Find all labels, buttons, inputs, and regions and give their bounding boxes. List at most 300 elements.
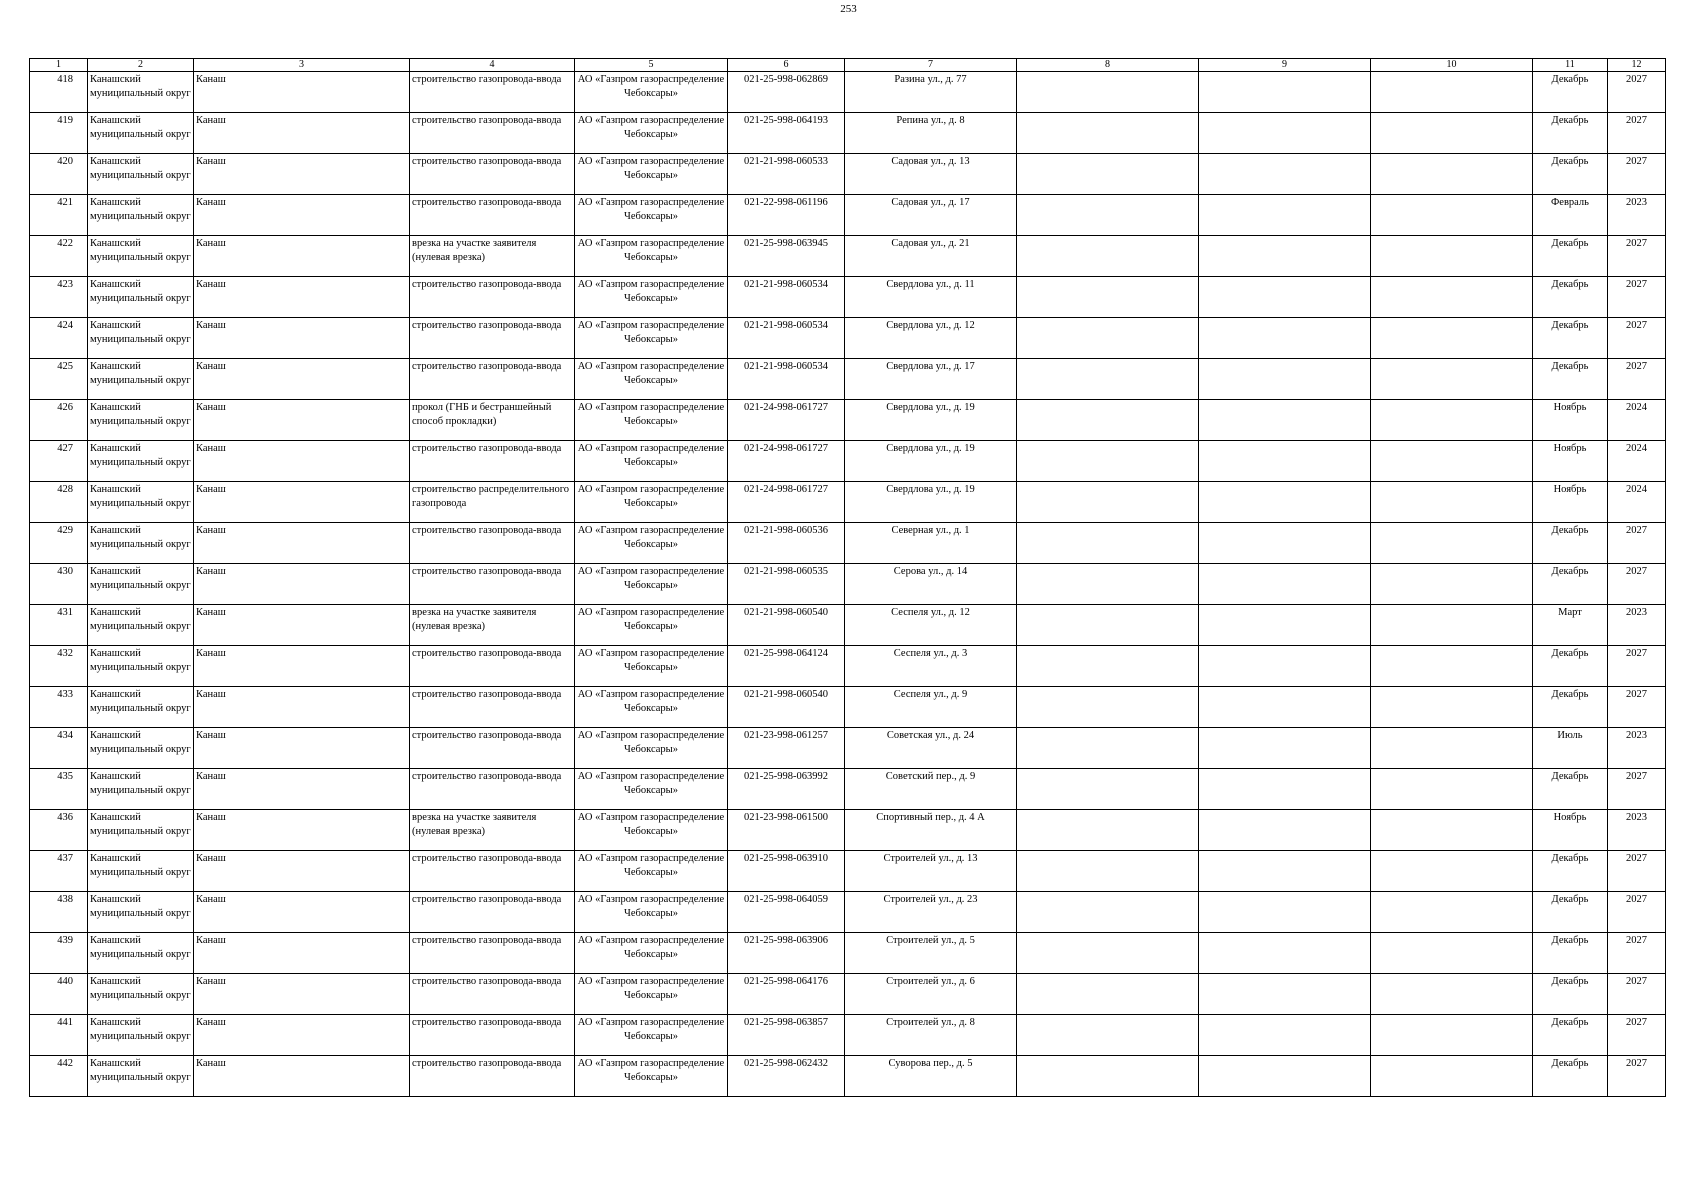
city-cell — [194, 810, 410, 851]
district-cell-text: Канашский муниципальный округ — [90, 484, 191, 509]
row-number — [30, 851, 88, 892]
row-number — [30, 892, 88, 933]
year-cell-text: 2023 — [1626, 812, 1647, 823]
application-code-cell-text: 021-25-998-063906 — [744, 935, 828, 946]
address-cell — [845, 933, 1017, 974]
district-cell — [88, 728, 194, 769]
work-type-cell-text: строительство газопровода-ввода — [412, 320, 562, 331]
empty-cell — [1199, 605, 1371, 646]
year-cell-text: 2027 — [1626, 74, 1647, 85]
application-code-cell — [728, 564, 845, 605]
address-cell — [845, 892, 1017, 933]
work-type-cell — [410, 72, 575, 113]
application-code-cell-text: 021-25-998-063857 — [744, 1017, 828, 1028]
empty-cell — [1199, 441, 1371, 482]
empty-cell — [1199, 892, 1371, 933]
month-cell — [1533, 810, 1608, 851]
application-code-cell-text: 021-24-998-061727 — [744, 402, 828, 413]
row-number — [30, 523, 88, 564]
application-code-cell — [728, 523, 845, 564]
application-code-cell — [728, 851, 845, 892]
empty-cell — [1371, 195, 1533, 236]
organization-cell-text: АО «Газпром газораспределение Чебоксары» — [577, 1058, 725, 1083]
application-code-cell-text: 021-21-998-060534 — [744, 279, 828, 290]
organization-cell — [575, 892, 728, 933]
empty-cell — [1371, 728, 1533, 769]
work-type-cell — [410, 933, 575, 974]
organization-cell — [575, 113, 728, 154]
row-number — [30, 564, 88, 605]
month-cell-text: Декабрь — [1551, 566, 1589, 577]
empty-cell — [1017, 523, 1199, 564]
application-code-cell-text: 021-25-998-064176 — [744, 976, 828, 987]
year-cell-text: 2024 — [1626, 402, 1647, 413]
district-cell-text: Канашский муниципальный округ — [90, 402, 191, 427]
work-type-cell — [410, 113, 575, 154]
row-number-text: 427 — [57, 443, 73, 454]
organization-cell-text: АО «Газпром газораспределение Чебоксары» — [577, 894, 725, 919]
row-number — [30, 441, 88, 482]
empty-cell — [1017, 892, 1199, 933]
month-cell-text: Декабрь — [1551, 976, 1589, 987]
organization-cell-text: АО «Газпром газораспределение Чебоксары» — [577, 361, 725, 386]
empty-cell — [1371, 687, 1533, 728]
month-cell — [1533, 195, 1608, 236]
month-cell — [1533, 154, 1608, 195]
work-type-cell — [410, 523, 575, 564]
empty-cell — [1199, 154, 1371, 195]
organization-cell-text: АО «Газпром газораспределение Чебоксары» — [577, 443, 725, 468]
district-cell-text: Канашский муниципальный округ — [90, 935, 191, 960]
empty-cell — [1371, 72, 1533, 113]
district-cell-text: Канашский муниципальный округ — [90, 74, 191, 99]
empty-cell — [1371, 482, 1533, 523]
row-number-text: 424 — [57, 320, 73, 331]
row-number — [30, 318, 88, 359]
application-code-cell — [728, 933, 845, 974]
application-code-cell — [728, 728, 845, 769]
month-cell — [1533, 728, 1608, 769]
district-cell — [88, 441, 194, 482]
table-row — [30, 277, 1666, 318]
work-type-cell — [410, 154, 575, 195]
city-cell-text: Канаш — [196, 976, 226, 987]
work-type-cell — [410, 646, 575, 687]
row-number-text: 423 — [57, 279, 73, 290]
work-type-cell-text: строительство газопровода-ввода — [412, 566, 562, 577]
row-number — [30, 646, 88, 687]
row-number — [30, 769, 88, 810]
city-cell — [194, 318, 410, 359]
empty-cell — [1371, 769, 1533, 810]
city-cell — [194, 933, 410, 974]
empty-cell — [1017, 810, 1199, 851]
application-code-cell-text: 021-21-998-060540 — [744, 689, 828, 700]
city-cell-text: Канаш — [196, 566, 226, 577]
month-cell-text: Декабрь — [1551, 279, 1589, 290]
year-cell — [1608, 646, 1666, 687]
organization-cell-text: АО «Газпром газораспределение Чебоксары» — [577, 648, 725, 673]
address-cell — [845, 728, 1017, 769]
city-cell-text: Канаш — [196, 197, 226, 208]
row-number — [30, 933, 88, 974]
address-cell-text: Сеспеля ул., д. 3 — [893, 648, 968, 659]
column-header-2: 2 — [88, 59, 194, 72]
organization-cell — [575, 523, 728, 564]
work-type-cell-text: прокол (ГНБ и бестраншейный способ прокладки) — [412, 402, 552, 427]
district-cell — [88, 687, 194, 728]
empty-cell — [1371, 646, 1533, 687]
district-cell — [88, 810, 194, 851]
month-cell — [1533, 564, 1608, 605]
work-type-cell — [410, 974, 575, 1015]
year-cell-text: 2023 — [1626, 197, 1647, 208]
address-cell-text: Спортивный пер., д. 4 А — [876, 812, 985, 823]
district-cell-text: Канашский муниципальный округ — [90, 771, 191, 796]
month-cell-text: Ноябрь — [1553, 812, 1587, 823]
organization-cell-text: АО «Газпром газораспределение Чебоксары» — [577, 525, 725, 550]
empty-cell — [1017, 564, 1199, 605]
city-cell-text: Канаш — [196, 935, 226, 946]
row-number — [30, 482, 88, 523]
organization-cell-text: АО «Газпром газораспределение Чебоксары» — [577, 730, 725, 755]
empty-cell — [1371, 359, 1533, 400]
work-type-cell — [410, 236, 575, 277]
work-type-cell-text: строительство газопровода-ввода — [412, 1058, 562, 1069]
empty-cell — [1017, 277, 1199, 318]
organization-cell-text: АО «Газпром газораспределение Чебоксары» — [577, 402, 725, 427]
address-cell — [845, 523, 1017, 564]
district-cell-text: Канашский муниципальный округ — [90, 525, 191, 550]
year-cell-text: 2027 — [1626, 279, 1647, 290]
address-cell — [845, 400, 1017, 441]
empty-cell — [1017, 400, 1199, 441]
row-number — [30, 113, 88, 154]
empty-cell — [1371, 564, 1533, 605]
empty-cell — [1199, 974, 1371, 1015]
work-type-cell-text: строительство газопровода-ввода — [412, 976, 562, 987]
work-type-cell — [410, 277, 575, 318]
organization-cell-text: АО «Газпром газораспределение Чебоксары» — [577, 197, 725, 222]
empty-cell — [1199, 769, 1371, 810]
work-type-cell-text: строительство газопровода-ввода — [412, 730, 562, 741]
work-type-cell-text: строительство газопровода-ввода — [412, 115, 562, 126]
month-cell — [1533, 769, 1608, 810]
year-cell — [1608, 1056, 1666, 1097]
month-cell — [1533, 605, 1608, 646]
application-code-cell — [728, 687, 845, 728]
month-cell — [1533, 646, 1608, 687]
district-cell-text: Канашский муниципальный округ — [90, 689, 191, 714]
row-number-text: 441 — [57, 1017, 73, 1028]
year-cell-text: 2027 — [1626, 361, 1647, 372]
city-cell-text: Канаш — [196, 74, 226, 85]
empty-cell — [1199, 1015, 1371, 1056]
year-cell-text: 2027 — [1626, 853, 1647, 864]
district-cell-text: Канашский муниципальный округ — [90, 566, 191, 591]
month-cell — [1533, 400, 1608, 441]
column-header-3: 3 — [194, 59, 410, 72]
organization-cell — [575, 441, 728, 482]
organization-cell-text: АО «Газпром газораспределение Чебоксары» — [577, 935, 725, 960]
empty-cell — [1017, 236, 1199, 277]
empty-cell — [1017, 933, 1199, 974]
city-cell-text: Канаш — [196, 607, 226, 618]
column-header-7: 7 — [845, 59, 1017, 72]
header-row — [30, 59, 1666, 72]
application-code-cell-text: 021-21-998-060534 — [744, 361, 828, 372]
city-cell-text: Канаш — [196, 853, 226, 864]
row-number — [30, 154, 88, 195]
application-code-cell — [728, 359, 845, 400]
city-cell — [194, 359, 410, 400]
work-type-cell — [410, 1056, 575, 1097]
year-cell — [1608, 441, 1666, 482]
column-header-4: 4 — [410, 59, 575, 72]
address-cell-text: Свердлова ул., д. 19 — [886, 484, 975, 495]
table-row — [30, 195, 1666, 236]
address-cell — [845, 851, 1017, 892]
empty-cell — [1017, 1056, 1199, 1097]
city-cell — [194, 974, 410, 1015]
row-number — [30, 605, 88, 646]
year-cell — [1608, 605, 1666, 646]
organization-cell — [575, 195, 728, 236]
year-cell — [1608, 687, 1666, 728]
address-cell-text: Свердлова ул., д. 19 — [886, 402, 975, 413]
empty-cell — [1199, 113, 1371, 154]
month-cell-text: Декабрь — [1551, 1058, 1589, 1069]
table-row — [30, 1015, 1666, 1056]
district-cell — [88, 318, 194, 359]
organization-cell — [575, 236, 728, 277]
year-cell-text: 2027 — [1626, 525, 1647, 536]
organization-cell — [575, 810, 728, 851]
address-cell-text: Строителей ул., д. 13 — [883, 853, 978, 864]
address-cell-text: Свердлова ул., д. 19 — [886, 443, 975, 454]
district-cell — [88, 646, 194, 687]
row-number-text: 426 — [57, 402, 73, 413]
work-type-cell-text: строительство газопровода-ввода — [412, 689, 562, 700]
year-cell-text: 2027 — [1626, 238, 1647, 249]
empty-cell — [1017, 482, 1199, 523]
district-cell-text: Канашский муниципальный округ — [90, 894, 191, 919]
row-number-text: 435 — [57, 771, 73, 782]
organization-cell — [575, 72, 728, 113]
city-cell — [194, 400, 410, 441]
month-cell — [1533, 359, 1608, 400]
empty-cell — [1017, 687, 1199, 728]
month-cell — [1533, 1015, 1608, 1056]
district-cell — [88, 974, 194, 1015]
address-cell-text: Садовая ул., д. 17 — [891, 197, 970, 208]
empty-cell — [1017, 769, 1199, 810]
district-cell — [88, 564, 194, 605]
application-code-cell-text: 021-25-998-063945 — [744, 238, 828, 249]
row-number-text: 422 — [57, 238, 73, 249]
city-cell-text: Канаш — [196, 484, 226, 495]
empty-cell — [1371, 441, 1533, 482]
application-code-cell-text: 021-25-998-063992 — [744, 771, 828, 782]
district-cell-text: Канашский муниципальный округ — [90, 812, 191, 837]
page-number: 253 — [840, 3, 857, 15]
address-cell — [845, 236, 1017, 277]
organization-cell-text: АО «Газпром газораспределение Чебоксары» — [577, 812, 725, 837]
month-cell-text: Декабрь — [1551, 935, 1589, 946]
empty-cell — [1371, 523, 1533, 564]
city-cell — [194, 113, 410, 154]
year-cell — [1608, 195, 1666, 236]
empty-cell — [1017, 646, 1199, 687]
organization-cell — [575, 687, 728, 728]
row-number-text: 440 — [57, 976, 73, 987]
column-header-11: 11 — [1533, 59, 1608, 72]
work-type-cell — [410, 359, 575, 400]
application-code-cell-text: 021-24-998-061727 — [744, 484, 828, 495]
city-cell-text: Канаш — [196, 320, 226, 331]
work-type-cell — [410, 1015, 575, 1056]
column-header-1: 1 — [30, 59, 88, 72]
organization-cell — [575, 851, 728, 892]
year-cell-text: 2027 — [1626, 566, 1647, 577]
year-cell — [1608, 933, 1666, 974]
table-row — [30, 646, 1666, 687]
application-code-cell-text: 021-23-998-061257 — [744, 730, 828, 741]
organization-cell-text: АО «Газпром газораспределение Чебоксары» — [577, 74, 725, 99]
district-cell — [88, 400, 194, 441]
address-cell-text: Строителей ул., д. 23 — [883, 894, 978, 905]
row-number-text: 421 — [57, 197, 73, 208]
row-number — [30, 236, 88, 277]
year-cell-text: 2027 — [1626, 115, 1647, 126]
address-cell-text: Садовая ул., д. 13 — [891, 156, 970, 167]
empty-cell — [1199, 564, 1371, 605]
year-cell-text: 2027 — [1626, 1017, 1647, 1028]
empty-cell — [1199, 646, 1371, 687]
application-code-cell — [728, 72, 845, 113]
table-row — [30, 154, 1666, 195]
organization-cell — [575, 769, 728, 810]
month-cell — [1533, 687, 1608, 728]
table-row — [30, 974, 1666, 1015]
district-cell — [88, 482, 194, 523]
table-row — [30, 72, 1666, 113]
application-code-cell — [728, 113, 845, 154]
year-cell — [1608, 318, 1666, 359]
month-cell — [1533, 113, 1608, 154]
empty-cell — [1017, 441, 1199, 482]
address-cell — [845, 810, 1017, 851]
work-type-cell — [410, 318, 575, 359]
row-number — [30, 687, 88, 728]
work-type-cell — [410, 892, 575, 933]
city-cell-text: Канаш — [196, 730, 226, 741]
month-cell-text: Март — [1558, 607, 1582, 618]
year-cell-text: 2024 — [1626, 443, 1647, 454]
address-cell-text: Серова ул., д. 14 — [893, 566, 968, 577]
row-number — [30, 1056, 88, 1097]
work-type-cell-text: врезка на участке заявителя (нулевая врезка) — [412, 812, 537, 837]
table-header — [30, 59, 1666, 72]
district-cell-text: Канашский муниципальный округ — [90, 361, 191, 386]
organization-cell-text: АО «Газпром газораспределение Чебоксары» — [577, 115, 725, 140]
row-number — [30, 728, 88, 769]
application-code-cell — [728, 195, 845, 236]
month-cell-text: Декабрь — [1551, 361, 1589, 372]
row-number — [30, 974, 88, 1015]
address-cell — [845, 564, 1017, 605]
application-code-cell-text: 021-24-998-061727 — [744, 443, 828, 454]
application-code-cell — [728, 482, 845, 523]
row-number-text: 438 — [57, 894, 73, 905]
row-number-text: 434 — [57, 730, 73, 741]
table-row — [30, 728, 1666, 769]
year-cell-text: 2027 — [1626, 689, 1647, 700]
address-cell — [845, 605, 1017, 646]
table-row — [30, 892, 1666, 933]
table-row — [30, 113, 1666, 154]
application-code-cell-text: 021-25-998-063910 — [744, 853, 828, 864]
address-cell-text: Сеспеля ул., д. 12 — [891, 607, 970, 618]
month-cell-text: Декабрь — [1551, 771, 1589, 782]
year-cell — [1608, 236, 1666, 277]
city-cell-text: Канаш — [196, 525, 226, 536]
work-type-cell — [410, 564, 575, 605]
address-cell-text: Советский пер., д. 9 — [885, 771, 976, 782]
row-number — [30, 195, 88, 236]
empty-cell — [1199, 482, 1371, 523]
city-cell — [194, 851, 410, 892]
district-cell-text: Канашский муниципальный округ — [90, 238, 191, 263]
month-cell-text: Декабрь — [1551, 894, 1589, 905]
organization-cell-text: АО «Газпром газораспределение Чебоксары» — [577, 1017, 725, 1042]
address-cell-text: Сеспеля ул., д. 9 — [893, 689, 968, 700]
address-cell-text: Северная ул., д. 1 — [891, 525, 970, 536]
organization-cell — [575, 1056, 728, 1097]
application-code-cell-text: 021-25-998-064124 — [744, 648, 828, 659]
empty-cell — [1199, 72, 1371, 113]
organization-cell — [575, 482, 728, 523]
district-cell — [88, 933, 194, 974]
empty-cell — [1371, 810, 1533, 851]
application-code-cell — [728, 605, 845, 646]
organization-cell-text: АО «Газпром газораспределение Чебоксары» — [577, 156, 725, 181]
year-cell — [1608, 564, 1666, 605]
year-cell — [1608, 482, 1666, 523]
row-number — [30, 277, 88, 318]
empty-cell — [1371, 892, 1533, 933]
row-number-text: 428 — [57, 484, 73, 495]
empty-cell — [1371, 154, 1533, 195]
application-code-cell — [728, 441, 845, 482]
application-code-cell — [728, 277, 845, 318]
empty-cell — [1371, 236, 1533, 277]
year-cell — [1608, 851, 1666, 892]
column-header-5: 5 — [575, 59, 728, 72]
address-cell — [845, 154, 1017, 195]
row-number-text: 439 — [57, 935, 73, 946]
district-cell-text: Канашский муниципальный округ — [90, 976, 191, 1001]
application-code-cell-text: 021-25-998-062432 — [744, 1058, 828, 1069]
row-number-text: 432 — [57, 648, 73, 659]
district-cell-text: Канашский муниципальный округ — [90, 1058, 191, 1083]
district-cell — [88, 195, 194, 236]
organization-cell — [575, 933, 728, 974]
year-cell — [1608, 359, 1666, 400]
application-code-cell — [728, 318, 845, 359]
application-code-cell-text: 021-22-998-061196 — [744, 197, 828, 208]
month-cell-text: Ноябрь — [1553, 443, 1587, 454]
